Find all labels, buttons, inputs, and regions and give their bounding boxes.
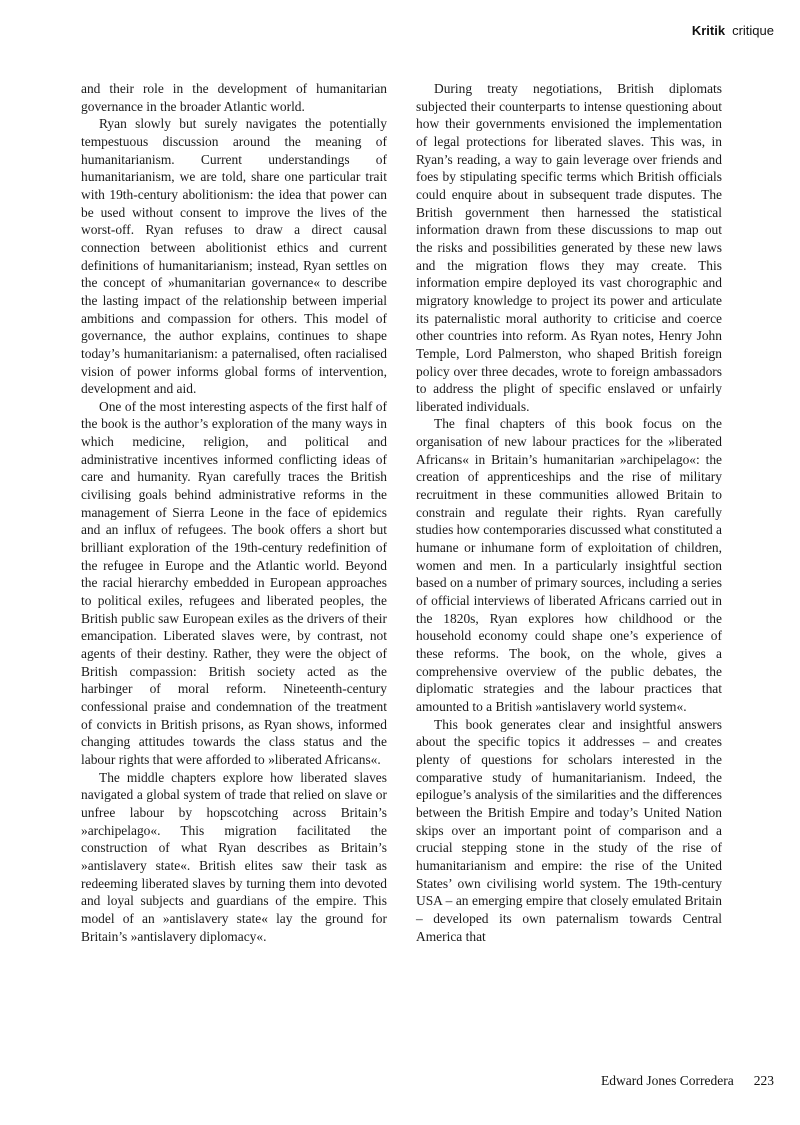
paragraph: The final chapters of this book focus on the organisation of new labour practices for the »liberated Africans« in Britain’s humanitarian »archipelago«: the creation of apprenticeships and the rise of military recruitment in these communities allowed Britain to constrain and regulate their rights. Ryan carefully studies how contemporaries discussed what constituted a humane or inhumane form of exploitation of children, women and men. In a particularly insightful section based on a number of primary sources, including a series of official interviews of liberated Africans carried out in the 1820s, Ryan explores how childhood or the household economy could shape one’s experience of these reforms. The book, on the whole, gives a comprehensive overview of the public debates, the diplomatic strategies and the labour practices that amounted to a British »antislavery world system«. (416, 416, 723, 714)
running-head-section: Kritik (691, 23, 726, 38)
right-column (416, 80, 722, 945)
page-footer (601, 1073, 774, 1089)
left-column (81, 80, 387, 945)
paragraph: Ryan slowly but surely navigates the potentially tempestuous discussion around the meaning of humanitarianism. Current understandings of humanitarianism, we are told, share one particular trait with 19th-century abolitionism: the idea that power can be used without consent to improve the lives of the worst-off. Ryan refuses to draw a direct causal connection between abolitionist ethics and current definitions of humanitarianism; instead, Ryan settles on the concept of »humanitarian governance« to describe the lasting impact of the relationship between imperial ambitions and compassion for others. This model of governance, the author explains, continues to shape today’s humanitarianism: a paternalised, often racialised vision of power informs global forms of intervention, development and aid. (81, 116, 387, 397)
running-head-subtitle: critique (732, 23, 774, 38)
paragraph: and their role in the development of humanitarian governance in the broader Atlantic world. (81, 81, 387, 114)
footer-author: Edward Jones Corredera (601, 1073, 734, 1088)
paragraph: This book generates clear and insightful answers about the specific topics it addresses – and creates plenty of questions for scholars interested in the comparative study of humanitarianism. Indeed, the epilogue’s analysis of the similarities and the differences between the British Empire and today’s United Nation skips over an important point of comparison and a crucial stepping stone in the study of the rise of humanitarianism and empire: the rise of the United States’ own civilising world system. The 19th-century USA – an emerging empire that closely emulated Britain – developed its own paternalism towards Central America that (416, 716, 722, 944)
paragraph: During treaty negotiations, British diplomats subjected their counterparts to intense questioning about how their governments envisioned the implementation of legal protections for liberated slaves. This was, in Ryan’s reading, a way to gain leverage over friends and foes by stipulating specific terms which British officials could enquire about in subsequent trade disputes. The British government then harnessed the statistical information drawn from these discussions to map out the risks and possibilities generated by these new laws and the migration flows they may create. This information empire deployed its vast chorographic and migratory knowledge to project its power and articulate its paternalistic moral authority to criticise and coerce other countries into reform. As Ryan notes, Henry John Temple, Lord Palmerston, who shaped British foreign policy over three decades, wrote to foreign ambassadors to address the plight of specific enslaved or unfairly liberated individuals. (416, 81, 722, 414)
paragraph: One of the most interesting aspects of the first half of the book is the author’s exploration of the many ways in which medicine, religion, and political and administrative incentives informed conflicting ideas of care and humanity. Ryan carefully traces the British civilising goals behind administrative reforms in the management of Sierra Leone in the face of epidemics and an influx of refugees. The book offers a short but brilliant exploration of the 19th-century redefinition of the refugee in Europe and the Atlantic world. Beyond the racial hierarchy embedded in European approaches to political exiles, refugees and liberated peoples, the British public saw European exiles as the drivers of their emancipation. Liberated slaves were, by contrast, not agents of their destiny. Rather, they were the object of British compassion: British society acted as the harbinger of moral reform. Nineteenth-century confessional praise and condemnation of the treatment of convicts in British prisons, as Ryan shows, informed changing attitudes towards the class status and the labour rights that were afforded to »liberated Africans«. (81, 398, 387, 767)
running-head (692, 23, 774, 38)
page-number: 223 (753, 1073, 774, 1088)
paragraph: The middle chapters explore how liberated slaves navigated a global system of trade that relied on slave or unfree labour by hopscotching across Britain’s »archipelago«. This migration facilitated the construction of what Ryan describes as Britain’s »antislavery state«. British elites saw their task as redeeming liberated slaves by turning them into devoted and loyal subjects and guardians of the empire. This model of an »antislavery state« lay the ground for Britain’s »antislavery diplomacy«. (81, 769, 387, 944)
